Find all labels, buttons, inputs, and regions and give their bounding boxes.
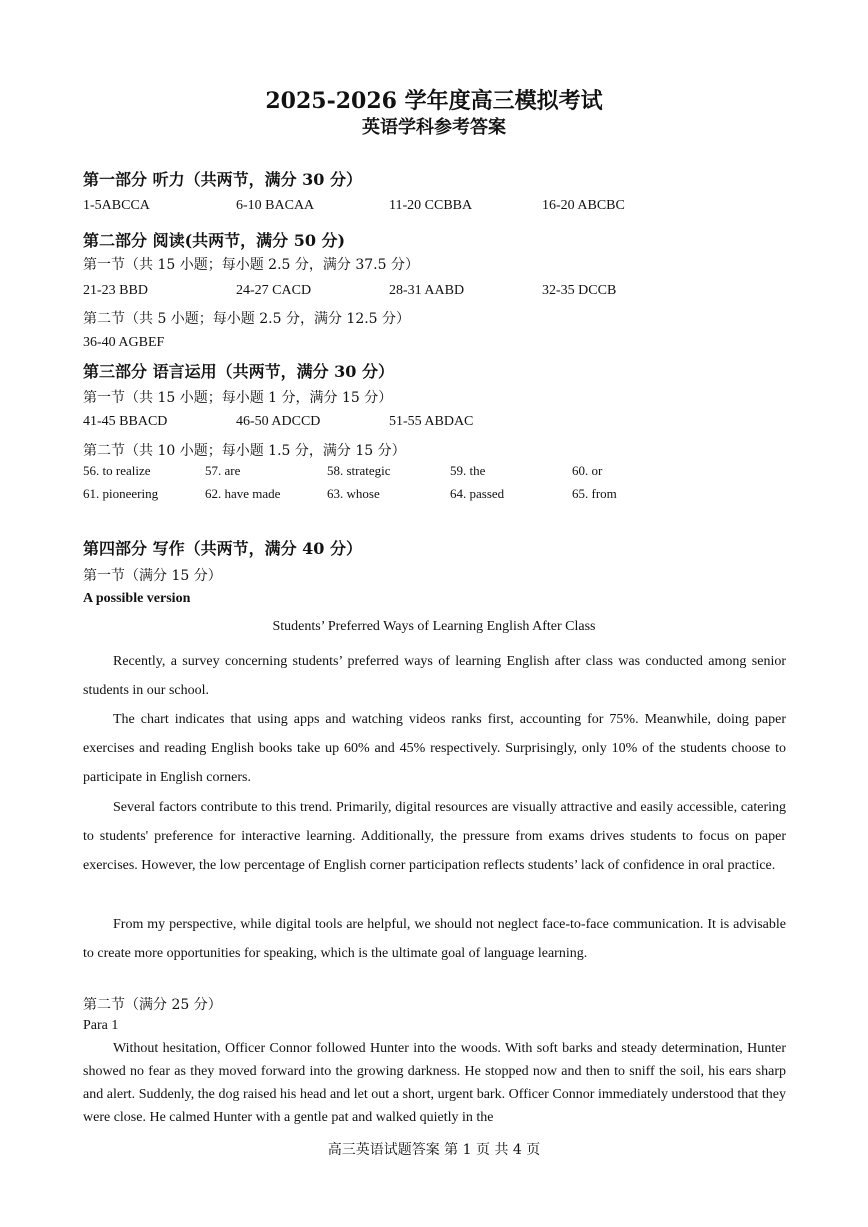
answer-group: 11-20 CCBBA (389, 198, 473, 213)
essay-paragraph: Recently, a survey concerning students’ preferred ways of learning English after class was conducted among senior students in our school. (83, 654, 786, 698)
answer-group: 28-31 AABD (389, 283, 465, 298)
answer-item: 58. strategic (327, 463, 391, 478)
answer-group: 1-5ABCCA (83, 198, 150, 213)
answer-item: 65. from (572, 486, 617, 501)
essay-paragraph: Several factors contribute to this trend. Primarily, digital resources are visually attractive and easily accessible, catering to students' preference for interactive learning. Additionally, the pressure from exams drives students to focus on paper exercises. However, the low percentage of English corner participation reflects students’ lack of confidence in oral practice. (83, 800, 786, 873)
page-title: 2025-2026 学年度高三模拟考试 (265, 88, 603, 114)
part2-heading: 第二部分 阅读(共两节，满分 50 分) (83, 231, 346, 250)
answer-group: 6-10 BACAA (236, 198, 315, 213)
answer-item: 61. pioneering (83, 486, 159, 501)
para1-label: Para 1 (83, 1018, 119, 1033)
answer-group: 41-45 BBACD (83, 414, 168, 429)
part3-heading: 第三部分 语言运用（共两节，满分 30 分） (83, 362, 394, 381)
part1-heading: 第一部分 听力（共两节，满分 30 分） (83, 170, 362, 189)
part3-section1-note: 第一节（共 15 小题；每小题 1 分，满分 15 分） (83, 390, 393, 406)
answer-item: 60. or (572, 463, 603, 478)
page-subtitle: 英语学科参考答案 (362, 117, 506, 138)
page-footer: 高三英语试题答案 第 1 页 共 4 页 (327, 1142, 541, 1158)
version-label: A possible version (83, 591, 191, 606)
part2-section1-note: 第一节（共 15 小题；每小题 2.5 分，满分 37.5 分） (83, 257, 419, 273)
answer-item: 56. to realize (83, 463, 151, 478)
answer-group: 46-50 ADCCD (236, 414, 321, 429)
answer-item: 59. the (450, 463, 486, 478)
essay-title: Students’ Preferred Ways of Learning English After Class (272, 619, 596, 634)
answer-item: 64. passed (450, 486, 505, 501)
essay-paragraph: The chart indicates that using apps and watching videos ranks first, accounting for 75%. Meanwhile, doing paper exercises and reading English books take up 60% and 45% respectively. Surprisingly, only 10% of the students choose to participate in English corners. (83, 712, 786, 785)
answer-item: 57. are (205, 463, 241, 478)
answer-group: 32-35 DCCB (542, 283, 617, 298)
continuation-paragraph: Without hesitation, Officer Connor followed Hunter into the woods. With soft barks and steady determination, Hunter showed no fear as they moved forward into the growing darkness. He stopped now and then to sniff the soil, his ears sharp and alert. Suddenly, the dog raised his head and let out a short, urgent bark. Officer Connor immediately understood that they were close. He calmed Hunter with a gentle pat and walked quietly in the (83, 1041, 786, 1125)
answer-item: 62. have made (205, 486, 281, 501)
answer-item: 63. whose (327, 486, 380, 501)
answer-group: 51-55 ABDAC (389, 414, 474, 429)
part4-heading: 第四部分 写作（共两节，满分 40 分） (83, 539, 362, 558)
answer-group: 36-40 AGBEF (83, 335, 165, 350)
essay-paragraph: From my perspective, while digital tools are helpful, we should not neglect face-to-face communication. It is advisable to create more opportunities for speaking, which is the ultimate goal of language learning. (83, 917, 786, 961)
answer-group: 21-23 BBD (83, 283, 148, 298)
part2-section2-note: 第二节（共 5 小题；每小题 2.5 分，满分 12.5 分） (83, 311, 411, 327)
answer-group: 24-27 CACD (236, 283, 312, 298)
answer-group: 16-20 ABCBC (542, 198, 625, 213)
part4-section1-note: 第一节（满分 15 分） (83, 568, 222, 584)
part4-section2-note: 第二节（满分 25 分） (83, 997, 222, 1013)
part3-section2-note: 第二节（共 10 小题；每小题 1.5 分，满分 15 分） (83, 443, 406, 459)
